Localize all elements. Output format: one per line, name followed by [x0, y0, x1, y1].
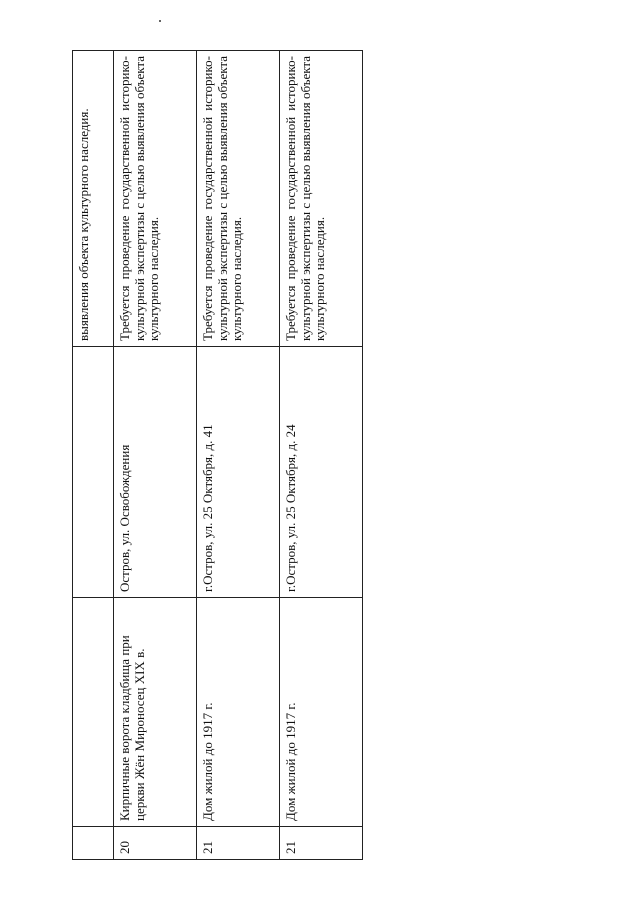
- cell-address: г.Остров, ул. 25 Октября, д. 41: [197, 347, 280, 598]
- table-row: [280, 51, 363, 860]
- cell-note: Требуется проведение государственной историко-культурной экспертизы с целью выявления объекта культурного наследия.: [197, 51, 280, 347]
- cell-name: Дом жилой до 1917 г.: [197, 598, 280, 827]
- table-row-continuation: [73, 51, 114, 860]
- cell-note: выявления объекта культурного наследия.: [73, 51, 114, 347]
- cell-address: [73, 347, 114, 598]
- table-row: [114, 51, 197, 860]
- scan-speck: [159, 20, 161, 22]
- cell-number: 20: [114, 827, 197, 860]
- cell-number: [73, 827, 114, 860]
- heritage-objects-table: [72, 50, 363, 860]
- cell-number: 21: [197, 827, 280, 860]
- rotated-page-content: [72, 50, 361, 860]
- table-row: [197, 51, 280, 860]
- cell-name: Дом жилой до 1917 г.: [280, 598, 363, 827]
- cell-number: 21: [280, 827, 363, 860]
- cell-name: [73, 598, 114, 827]
- cell-address: Остров, ул. Освобождения: [114, 347, 197, 598]
- cell-address: г.Остров, ул. 25 Октября, д. 24: [280, 347, 363, 598]
- cell-note: Требуется проведение государственной историко-культурной экспертизы с целью выявления объекта культурного наследия.: [280, 51, 363, 347]
- cell-name: Кирпичные ворота кладбища при церкви Жён Мироносец XIX в.: [114, 598, 197, 827]
- cell-note: Требуется проведение государственной историко-культурной экспертизы с целью выявления объекта культурного наследия.: [114, 51, 197, 347]
